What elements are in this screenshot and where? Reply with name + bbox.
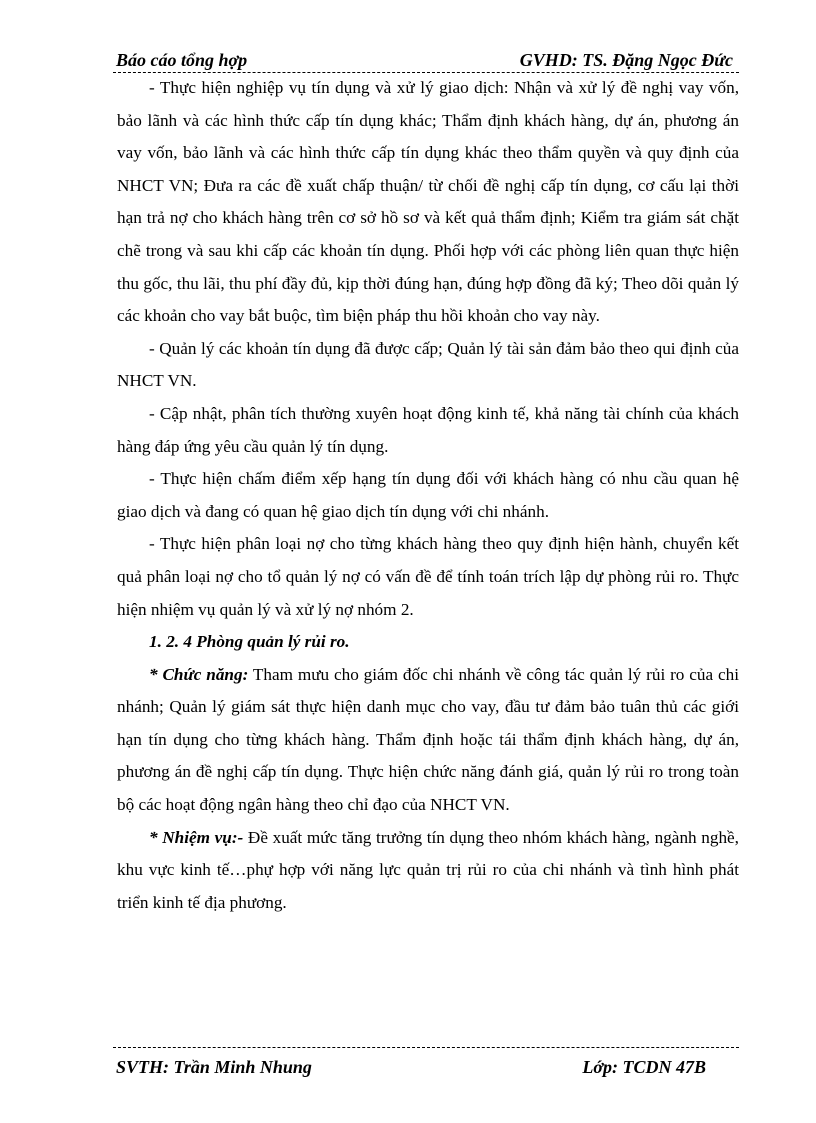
- section-heading: 1. 2. 4 Phòng quản lý rủi ro.: [149, 632, 350, 652]
- paragraph-credit-operations: - Thực hiện nghiệp vụ tín dụng và xử lý giao dịch: Nhận và xử lý đề nghị vay vốn, bảo lãnh và các hình thức cấp tín dụng khác; Thẩm định khách hàng, dự án, phương án vay vốn, bảo lãnh và các hình thức cấp tín dụng khác theo thẩm quyền và quy định của NHCT VN; Đưa ra các đề xuất chấp thuận/ từ chối đề nghị cấp tín dụng, cơ cấu lại thời hạn trả nợ cho khách hàng trên cơ sở hồ sơ và kết quả thẩm định; Kiểm tra giám sát chặt chẽ trong và sau khi cấp các khoản tín dụng. Phối hợp với các phòng liên quan thực hiện thu gốc, thu lãi, thu phí đầy đủ, kịp thời đúng hạn, đúng hợp đồng đã ký; Theo dõi quản lý các khoản cho vay bắt buộc, tìm biện pháp thu hồi khoản cho vay này.: [117, 78, 739, 326]
- paragraph-function: [117, 659, 739, 822]
- paragraph-credit-management: - Quản lý các khoản tín dụng đã được cấp; Quản lý tài sản đảm bảo theo qui định của NHCT VN.: [117, 338, 739, 391]
- header-supervisor: GVHD: TS. Đặng Ngọc Đức: [519, 50, 733, 70]
- paragraph-credit-scoring: - Thực hiện chấm điểm xếp hạng tín dụng đối với khách hàng có nhu cầu quan hệ giao dịch và đang có quan hệ giao dịch tín dụng với chi nhánh.: [117, 469, 739, 521]
- page-footer: [113, 1047, 739, 1084]
- header-report-title: Báo cáo tổng hợp: [116, 50, 248, 70]
- function-label: * Chức năng:: [149, 664, 249, 684]
- duty-label: * Nhiệm vụ:-: [149, 827, 244, 847]
- duty-text: Đề xuất mức tăng trưởng tín dụng theo nhóm khách hàng, ngành nghề, khu vực kinh tế…phự hợp với năng lực quản trị rủi ro của chi nhánh và tình hình phát triển kinh tế địa phương.: [117, 827, 739, 912]
- footer-student: SVTH: Trần Minh Nhung: [116, 1057, 312, 1077]
- page-header: [113, 46, 739, 73]
- function-text: Tham mưu cho giám đốc chi nhánh về công tác quản lý rủi ro của chi nhánh; Quản lý giám sát thực hiện danh mục cho vay, đầu tư đảm bảo tuân thủ các giới hạn tín dụng cho từng khách hàng. Thẩm định hoặc tái thẩm định khách hàng, dự án, phương án đề nghị cấp tín dụng. Thực hiện chức năng đánh giá, quản lý rủi ro trong toàn bộ các hoạt động ngân hàng theo chỉ đạo của NHCT VN.: [117, 664, 739, 815]
- footer-class: Lớp: TCDN 47B: [582, 1057, 706, 1077]
- paragraph-debt-classification: - Thực hiện phân loại nợ cho từng khách hàng theo quy định hiện hành, chuyển kết quả phân loại nợ cho tổ quản lý nợ có vấn đề để tính toán trích lập dự phòng rủi ro. Thực hiện nhiệm vụ quản lý và xử lý nợ nhóm 2.: [117, 534, 739, 619]
- paragraph-financial-analysis: - Cập nhật, phân tích thường xuyên hoạt động kinh tế, khả năng tài chính của khách hàng đáp ứng yêu cầu quản lý tín dụng.: [117, 403, 739, 456]
- document-body: [117, 72, 739, 919]
- paragraph-duty: [117, 822, 739, 920]
